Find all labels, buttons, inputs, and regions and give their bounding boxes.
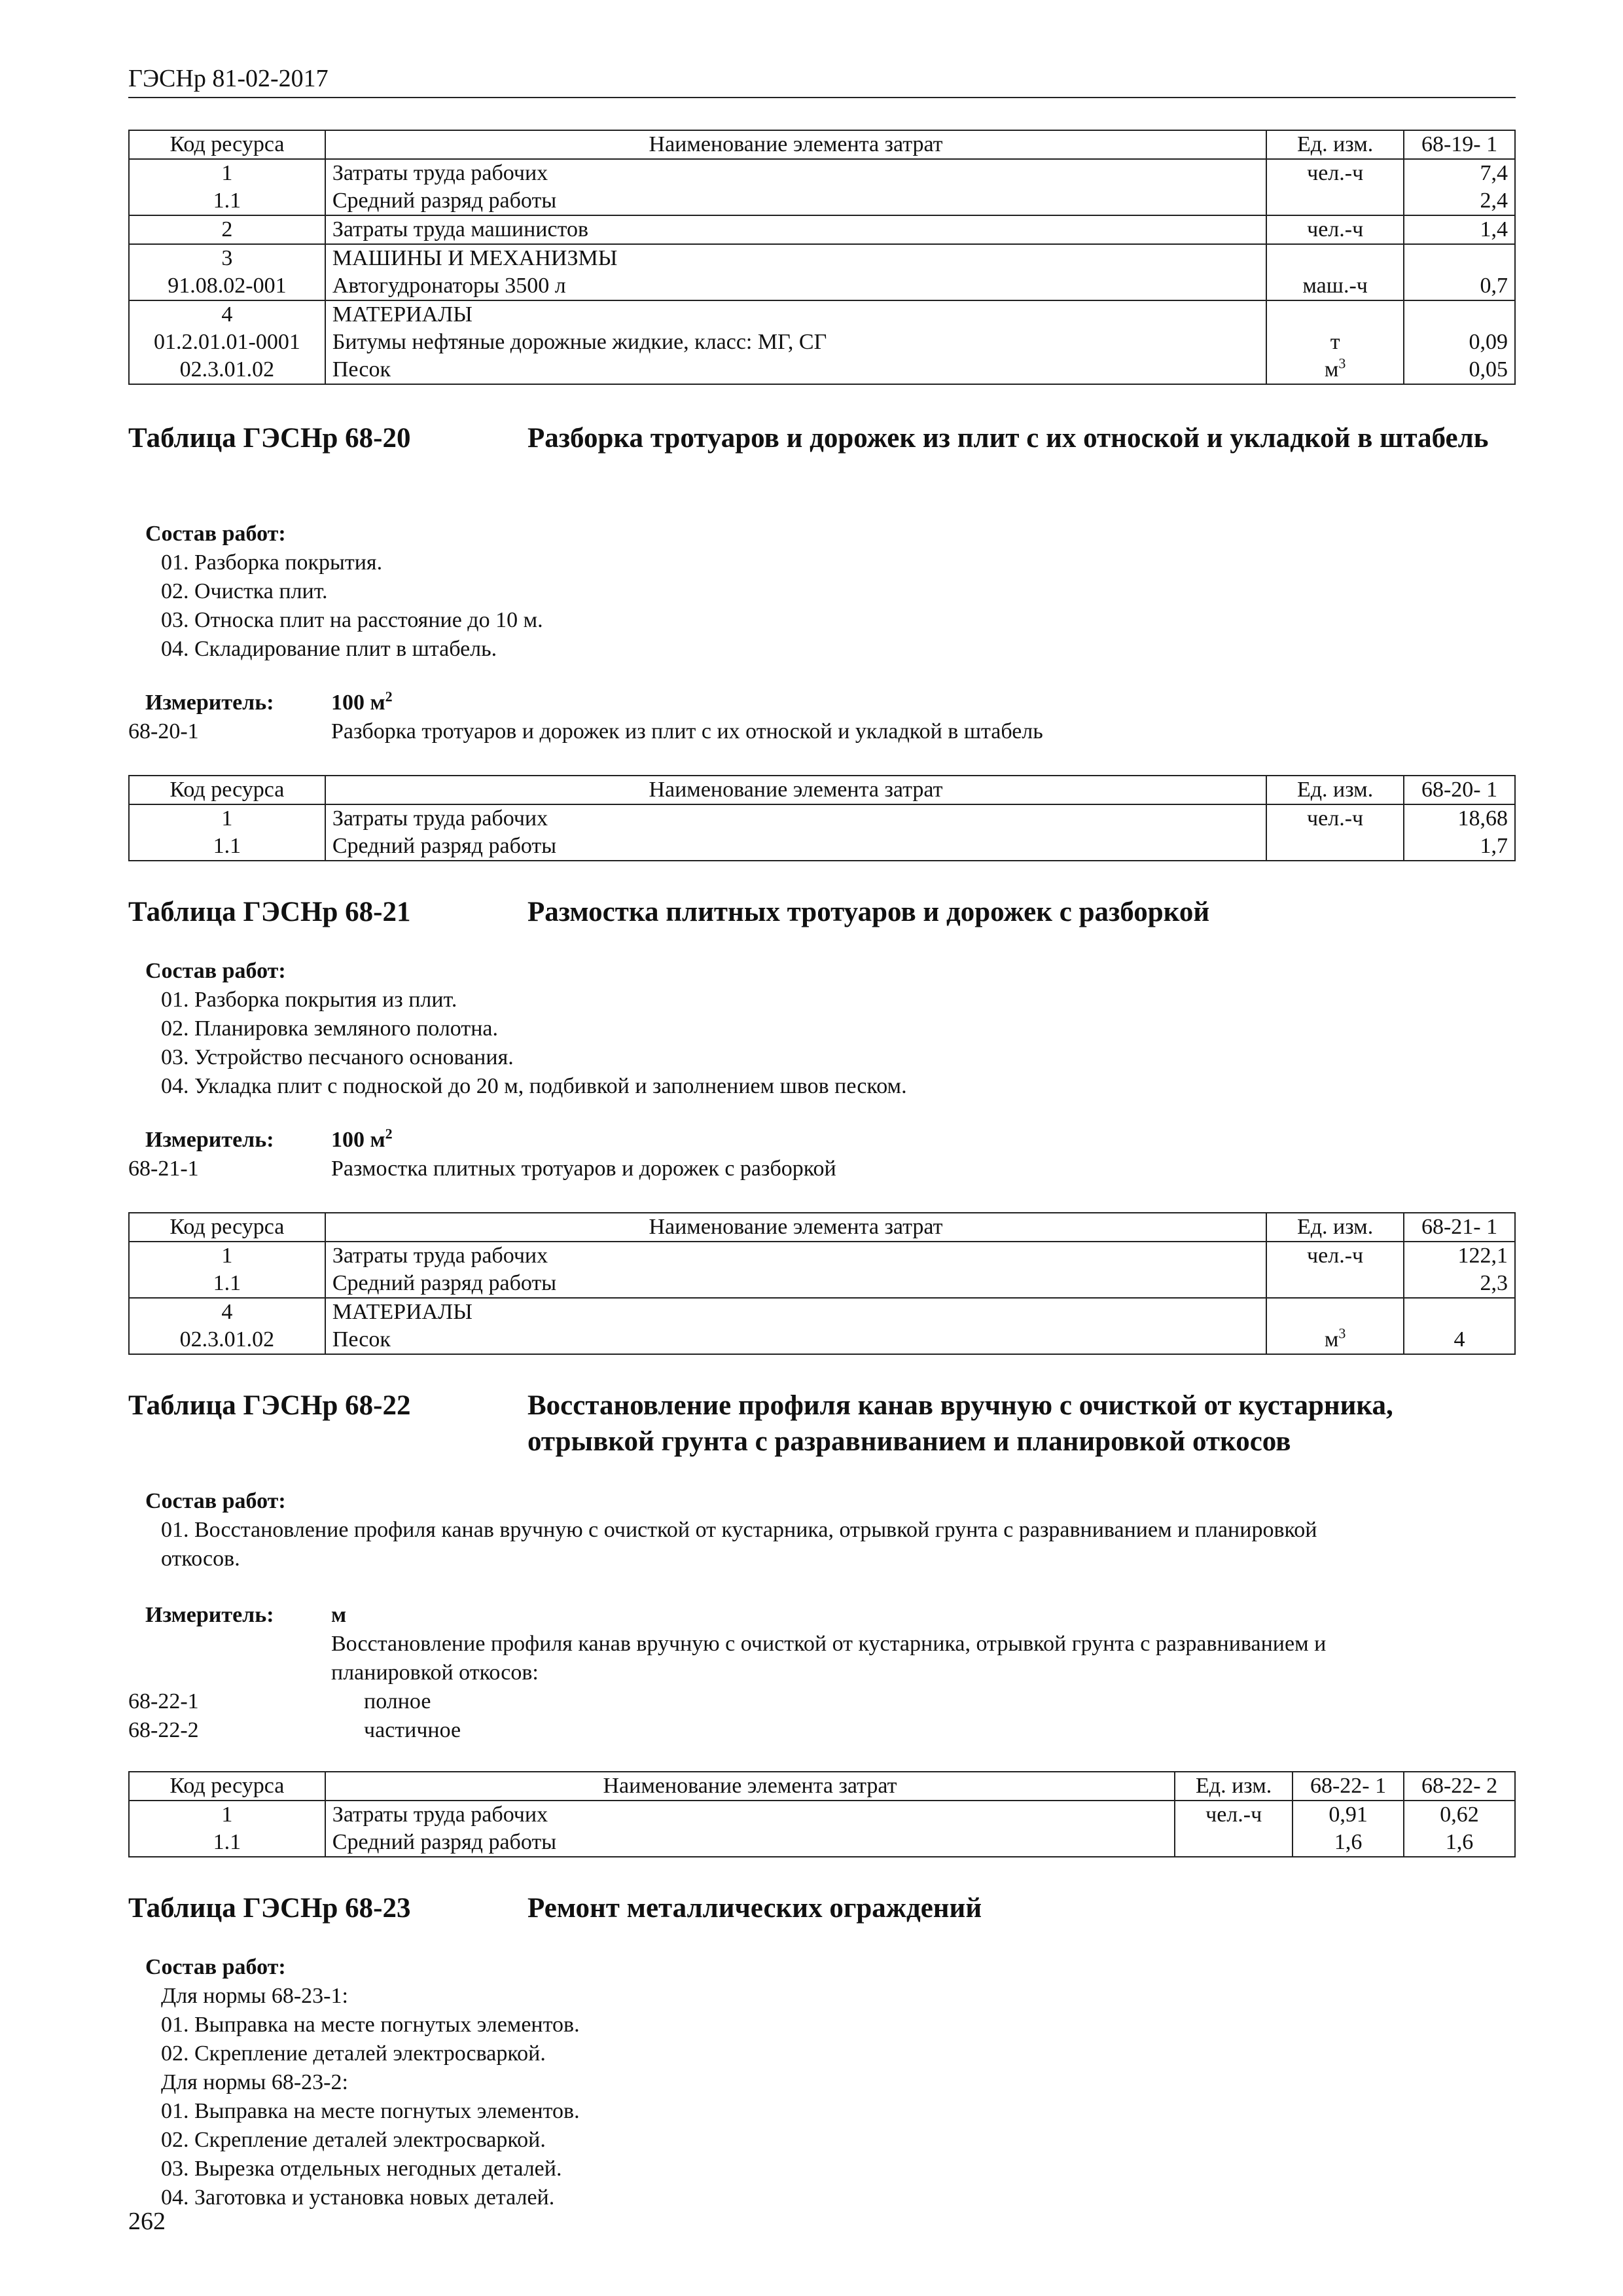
col-code-header: Код ресурса <box>129 1772 325 1801</box>
norm-code: 68-22-1 <box>128 1689 199 1713</box>
measure-label: Измеритель: <box>145 1128 274 1152</box>
norm-subheading: Для нормы 68-23-1: <box>161 1984 348 2008</box>
work-item: 01. Выправка на месте погнутых элементов. <box>161 2013 580 2037</box>
table-row <box>129 329 1515 356</box>
norm-description-continuation: планировкой откосов: <box>331 1660 539 1685</box>
table-row <box>129 804 1515 833</box>
work-item: 02. Планировка земляного полотна. <box>161 1016 498 1041</box>
resource-unit <box>1266 244 1404 272</box>
table-code: Таблица ГЭСНр 68-23 <box>128 1893 411 1924</box>
running-header: ГЭСНр 81-02-2017 <box>128 65 329 92</box>
table-row <box>129 1326 1515 1354</box>
resource-value <box>1404 1298 1515 1326</box>
resource-value: 0,09 <box>1404 329 1515 356</box>
table-row <box>129 159 1515 187</box>
table-header-row <box>129 776 1515 804</box>
resource-code: 1 <box>129 159 325 187</box>
resource-unit: $м^3$ <box>1266 1326 1404 1354</box>
resource-name: МАШИНЫ И МЕХАНИЗМЫ <box>325 244 1266 272</box>
resource-code: 4 <box>129 1298 325 1326</box>
col-code-header: Код ресурса <box>129 130 325 159</box>
measure-label: Измеритель: <box>145 691 274 715</box>
resource-code: 1.1 <box>129 1270 325 1298</box>
resource-code: 1.1 <box>129 1829 325 1857</box>
resource-value-1: 0,91 <box>1293 1801 1404 1829</box>
col-unit-header: Ед. изм. <box>1266 1213 1404 1242</box>
col-norm-header: 68-20- 1 <box>1404 776 1515 804</box>
table-code: Таблица ГЭСНр 68-20 <box>128 423 411 454</box>
composition-label: Состав работ: <box>145 522 286 546</box>
col-code-header: Код ресурса <box>129 1213 325 1242</box>
resource-code: 91.08.02-001 <box>129 272 325 300</box>
resource-value: 2,3 <box>1404 1270 1515 1298</box>
resource-code: 1.1 <box>129 833 325 861</box>
norm-name: частичное <box>364 1718 461 1742</box>
resource-code: 3 <box>129 244 325 272</box>
table-name: Ремонт металлических ограждений <box>527 1893 982 1924</box>
composition-label: Состав работ: <box>145 1955 286 1979</box>
resource-name: Битумы нефтяные дорожные жидкие, класс: МГ, СГ <box>325 329 1266 356</box>
resource-name: Средний разряд работы <box>325 1829 1175 1857</box>
composition-68-22 <box>128 1487 1516 1573</box>
page-number: 262 <box>128 2208 166 2235</box>
resource-code: 1 <box>129 804 325 833</box>
cost-table-68-22 <box>128 1771 1516 1857</box>
col-name-header: Наименование элемента затрат <box>325 130 1266 159</box>
norm-code: 68-20-1 <box>128 719 199 744</box>
composition-68-23 <box>128 1953 580 2212</box>
resource-name: Затраты труда машинистов <box>325 215 1266 244</box>
resource-unit: чел.-ч <box>1266 804 1404 833</box>
work-item: 02. Скрепление деталей электросваркой. <box>161 2128 546 2152</box>
table-header-row <box>129 130 1515 159</box>
resource-name: Песок <box>325 356 1266 384</box>
norm-description: Восстановление профиля канав вручную с очисткой от кустарника, отрывкой грунта с разравниванием и <box>331 1632 1327 1656</box>
resource-name: Автогудронаторы 3500 л <box>325 272 1266 300</box>
resource-unit: чел.-ч <box>1266 215 1404 244</box>
table-row <box>129 187 1515 215</box>
resource-value: 2,4 <box>1404 187 1515 215</box>
resource-value: 122,1 <box>1404 1242 1515 1270</box>
work-item: 01. Выправка на месте погнутых элементов. <box>161 2099 580 2123</box>
work-item: 04. Укладка плит с подноской до 20 м, подбивкой и заполнением швов песком. <box>161 1074 907 1098</box>
resource-unit <box>1266 1270 1404 1298</box>
resource-unit <box>1175 1829 1293 1857</box>
resource-value-2: 1,6 <box>1404 1829 1515 1857</box>
resource-code: 02.3.01.02 <box>129 1326 325 1354</box>
resource-unit <box>1266 187 1404 215</box>
norm-name: Разборка тротуаров и дорожек из плит с их отноской и укладкой в штабель <box>331 719 1043 744</box>
resource-unit: маш.-ч <box>1266 272 1404 300</box>
table-header-row <box>129 1213 1515 1242</box>
table-row <box>129 1270 1515 1298</box>
table-row <box>129 272 1515 300</box>
resource-value: 18,68 <box>1404 804 1515 833</box>
table-row <box>129 215 1515 244</box>
resource-value: 0,05 <box>1404 356 1515 384</box>
composition-68-21 <box>128 957 907 1101</box>
measure-unit: м <box>331 1603 347 1627</box>
col-norm-header: 68-21- 1 <box>1404 1213 1515 1242</box>
resource-name: Затраты труда рабочих <box>325 804 1266 833</box>
norm-subheading: Для нормы 68-23-2: <box>161 2070 348 2094</box>
measure-unit: 100 $м^2$ <box>331 1125 393 1152</box>
work-item: 02. Очистка плит. <box>161 579 328 603</box>
resource-code: 2 <box>129 215 325 244</box>
resource-unit <box>1266 833 1404 861</box>
table-row <box>129 1801 1515 1829</box>
resource-unit: чел.-ч <box>1175 1801 1293 1829</box>
resource-value <box>1404 244 1515 272</box>
resource-name: Средний разряд работы <box>325 833 1266 861</box>
col-norm-header: 68-19- 1 <box>1404 130 1515 159</box>
work-item: 03. Устройство песчаного основания. <box>161 1045 514 1069</box>
resource-code: 01.2.01.01-0001 <box>129 329 325 356</box>
cost-table-68-19 <box>128 130 1516 385</box>
resource-name: Средний разряд работы <box>325 187 1266 215</box>
resource-value <box>1404 300 1515 329</box>
work-item-continuation: откосов. <box>161 1547 240 1571</box>
resource-code: 1 <box>129 1242 325 1270</box>
table-header-row <box>129 1772 1515 1801</box>
table-row <box>129 300 1515 329</box>
col-code-header: Код ресурса <box>129 776 325 804</box>
resource-unit: чел.-ч <box>1266 159 1404 187</box>
table-name: Разборка тротуаров и дорожек из плит с их отноской и укладкой в штабель <box>527 423 1489 454</box>
work-item: 01. Разборка покрытия. <box>161 550 383 575</box>
resource-name: Затраты труда рабочих <box>325 1801 1175 1829</box>
work-item: 03. Относка плит на расстояние до 10 м. <box>161 608 543 632</box>
resource-code: 02.3.01.02 <box>129 356 325 384</box>
col-norm1-header: 68-22- 1 <box>1293 1772 1404 1801</box>
resource-name: Песок <box>325 1326 1266 1354</box>
norm-name: полное <box>364 1689 431 1713</box>
col-name-header: Наименование элемента затрат <box>325 1213 1266 1242</box>
table-row <box>129 1242 1515 1270</box>
resource-name: МАТЕРИАЛЫ <box>325 1298 1266 1326</box>
resource-name: Средний разряд работы <box>325 1270 1266 1298</box>
col-unit-header: Ед. изм. <box>1175 1772 1293 1801</box>
resource-unit <box>1266 300 1404 329</box>
measure-68-20 <box>128 689 1516 746</box>
work-item: 02. Скрепление деталей электросваркой. <box>161 2041 546 2066</box>
measure-68-22 <box>128 1601 1516 1745</box>
norm-code: 68-21-1 <box>128 1157 199 1181</box>
resource-name: Затраты труда рабочих <box>325 1242 1266 1270</box>
table-row <box>129 1829 1515 1857</box>
table-code: Таблица ГЭСНр 68-22 <box>128 1390 411 1421</box>
table-row <box>129 833 1515 861</box>
norm-name: Размостка плитных тротуаров и дорожек с разборкой <box>331 1157 836 1181</box>
composition-68-20 <box>128 520 543 664</box>
table-code: Таблица ГЭСНр 68-21 <box>128 897 411 927</box>
resource-code: 1.1 <box>129 187 325 215</box>
col-unit-header: Ед. изм. <box>1266 776 1404 804</box>
resource-unit: т <box>1266 329 1404 356</box>
resource-value: 1,4 <box>1404 215 1515 244</box>
work-item: 04. Складирование плит в штабель. <box>161 637 497 661</box>
resource-value: 0,7 <box>1404 272 1515 300</box>
resource-value-1: 1,6 <box>1293 1829 1404 1857</box>
norm-code: 68-22-2 <box>128 1718 199 1742</box>
col-unit-header: Ед. изм. <box>1266 130 1404 159</box>
composition-label: Состав работ: <box>145 1489 286 1513</box>
resource-value: 7,4 <box>1404 159 1515 187</box>
col-norm2-header: 68-22- 2 <box>1404 1772 1515 1801</box>
work-item: 03. Вырезка отдельных негодных деталей. <box>161 2157 562 2181</box>
work-item: 01. Разборка покрытия из плит. <box>161 988 457 1012</box>
header-rule <box>128 97 1516 98</box>
resource-name: МАТЕРИАЛЫ <box>325 300 1266 329</box>
resource-unit <box>1266 1298 1404 1326</box>
resource-code: 1 <box>129 1801 325 1829</box>
measure-68-21 <box>128 1126 1516 1183</box>
table-name: Размостка плитных тротуаров и дорожек с разборкой <box>527 897 1210 927</box>
col-name-header: Наименование элемента затрат <box>325 776 1266 804</box>
resource-unit: $м^3$ <box>1266 356 1404 384</box>
table-row <box>129 1298 1515 1326</box>
table-row <box>129 244 1515 272</box>
table-name: Восстановление профиля канав вручную с очисткой от кустарника, отрывкой грунта с разравниванием и планировкой откосов <box>527 1390 1393 1457</box>
work-item: 04. Заготовка и установка новых деталей. <box>161 2185 555 2210</box>
resource-value: 1,7 <box>1404 833 1515 861</box>
resource-name: Затраты труда рабочих <box>325 159 1266 187</box>
measure-unit: 100 $м^2$ <box>331 688 393 715</box>
resource-value: 4 <box>1404 1326 1515 1354</box>
col-name-header: Наименование элемента затрат <box>325 1772 1175 1801</box>
cost-table-68-21 <box>128 1212 1516 1355</box>
resource-code: 4 <box>129 300 325 329</box>
table-row <box>129 356 1515 384</box>
resource-value-2: 0,62 <box>1404 1801 1515 1829</box>
composition-label: Состав работ: <box>145 959 286 983</box>
work-item: 01. Восстановление профиля канав вручную с очисткой от кустарника, отрывкой грунта с разравниванием и планировкой <box>161 1518 1317 1542</box>
measure-label: Измеритель: <box>145 1603 274 1627</box>
resource-unit: чел.-ч <box>1266 1242 1404 1270</box>
cost-table-68-20 <box>128 775 1516 861</box>
